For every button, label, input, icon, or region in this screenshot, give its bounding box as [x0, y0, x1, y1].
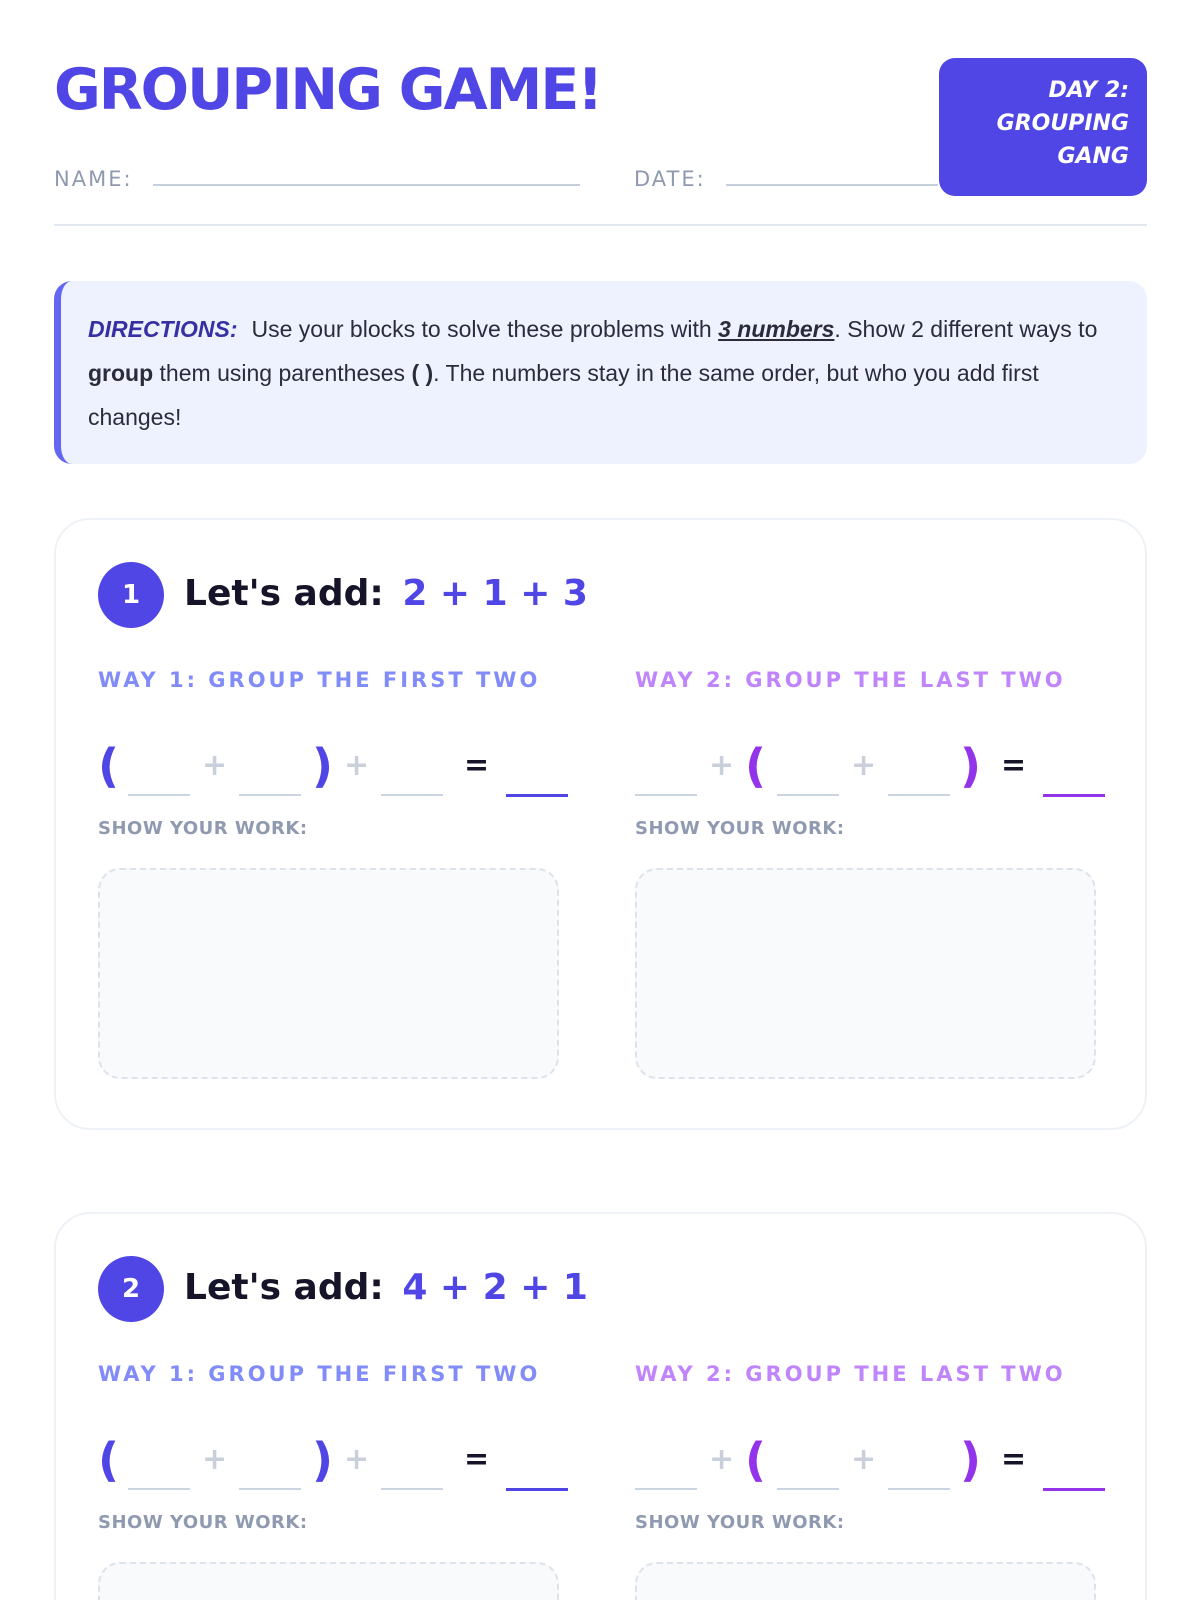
plus-sign: + — [709, 1442, 735, 1477]
answer-field[interactable] — [506, 794, 568, 797]
name-field[interactable] — [153, 184, 580, 186]
day-badge — [939, 58, 1147, 196]
name-label: NAME: — [54, 167, 133, 191]
open-paren: ( — [745, 1433, 767, 1487]
blank-field[interactable] — [381, 794, 443, 796]
plus-sign: + — [344, 748, 370, 783]
equals-sign: = — [1001, 1442, 1027, 1477]
directions-box — [54, 281, 1147, 464]
way1-label: WAY 1: GROUP THE FIRST TWO — [98, 668, 541, 692]
blank-field[interactable] — [128, 1488, 190, 1490]
equals-sign: = — [1001, 748, 1027, 783]
work-label: SHOW YOUR WORK: — [635, 818, 845, 839]
open-paren: ( — [98, 739, 120, 793]
problem-card — [54, 518, 1147, 1130]
way1-equation — [98, 738, 568, 798]
directions-bold: group — [88, 360, 154, 386]
plus-sign: + — [202, 748, 228, 783]
answer-field[interactable] — [1043, 1488, 1105, 1491]
directions-text: Use your blocks to solve these problems with — [251, 316, 719, 342]
directions-text: them using parentheses — [153, 360, 412, 386]
blank-field[interactable] — [239, 1488, 301, 1490]
work-label: SHOW YOUR WORK: — [635, 1512, 845, 1533]
problem-prompt — [184, 1264, 588, 1312]
blank-field[interactable] — [381, 1488, 443, 1490]
plus-sign: + — [202, 1442, 228, 1477]
prompt-text: Let's add: — [184, 573, 384, 614]
plus-sign: + — [851, 1442, 877, 1477]
blank-field[interactable] — [128, 794, 190, 796]
badge-line: GROUPING — [996, 111, 1129, 136]
open-paren: ( — [745, 739, 767, 793]
date-label: DATE: — [634, 167, 706, 191]
equals-sign: = — [464, 748, 490, 783]
blank-field[interactable] — [888, 794, 950, 796]
work-area[interactable] — [98, 1562, 559, 1600]
equals-sign: = — [464, 1442, 490, 1477]
problem-number: 2 — [98, 1256, 164, 1322]
directions-label: DIRECTIONS: — [88, 316, 238, 342]
directions-text: . The numbers stay in the same order, but who you add first changes! — [88, 360, 1039, 430]
problem-expression: 4 + 2 + 1 — [402, 1267, 588, 1308]
work-area[interactable] — [635, 1562, 1096, 1600]
work-label: SHOW YOUR WORK: — [98, 1512, 308, 1533]
way1-label: WAY 1: GROUP THE FIRST TWO — [98, 1362, 541, 1386]
page-title: GROUPING GAME! — [54, 57, 602, 123]
work-area[interactable] — [635, 868, 1096, 1079]
problem-expression: 2 + 1 + 3 — [402, 573, 588, 614]
way1-equation — [98, 1432, 568, 1492]
problem-prompt — [184, 570, 588, 618]
way2-label: WAY 2: GROUP THE LAST TWO — [635, 1362, 1066, 1386]
way2-label: WAY 2: GROUP THE LAST TWO — [635, 668, 1066, 692]
way2-equation — [635, 1432, 1105, 1492]
blank-field[interactable] — [777, 1488, 839, 1490]
directions-text: . Show 2 different ways to — [834, 316, 1098, 342]
blank-field[interactable] — [635, 794, 697, 796]
blank-field[interactable] — [888, 1488, 950, 1490]
work-label: SHOW YOUR WORK: — [98, 818, 308, 839]
open-paren: ( — [98, 1433, 120, 1487]
blank-field[interactable] — [239, 794, 301, 796]
answer-field[interactable] — [1043, 794, 1105, 797]
answer-field[interactable] — [506, 1488, 568, 1491]
badge-line: GANG — [1057, 144, 1129, 169]
way2-equation — [635, 738, 1105, 798]
date-field[interactable] — [726, 184, 938, 186]
plus-sign: + — [344, 1442, 370, 1477]
prompt-text: Let's add: — [184, 1267, 384, 1308]
blank-field[interactable] — [777, 794, 839, 796]
close-paren: ) — [960, 1433, 982, 1487]
header-divider — [54, 224, 1147, 226]
plus-sign: + — [851, 748, 877, 783]
blank-field[interactable] — [635, 1488, 697, 1490]
close-paren: ) — [960, 739, 982, 793]
problem-number: 1 — [98, 562, 164, 628]
close-paren: ) — [312, 739, 334, 793]
work-area[interactable] — [98, 868, 559, 1079]
directions-emphasis: 3 numbers — [718, 316, 835, 342]
plus-sign: + — [709, 748, 735, 783]
close-paren: ) — [312, 1433, 334, 1487]
badge-line: DAY 2: — [1048, 78, 1129, 103]
directions-parens: ( ) — [411, 360, 434, 386]
problem-card — [54, 1212, 1147, 1600]
